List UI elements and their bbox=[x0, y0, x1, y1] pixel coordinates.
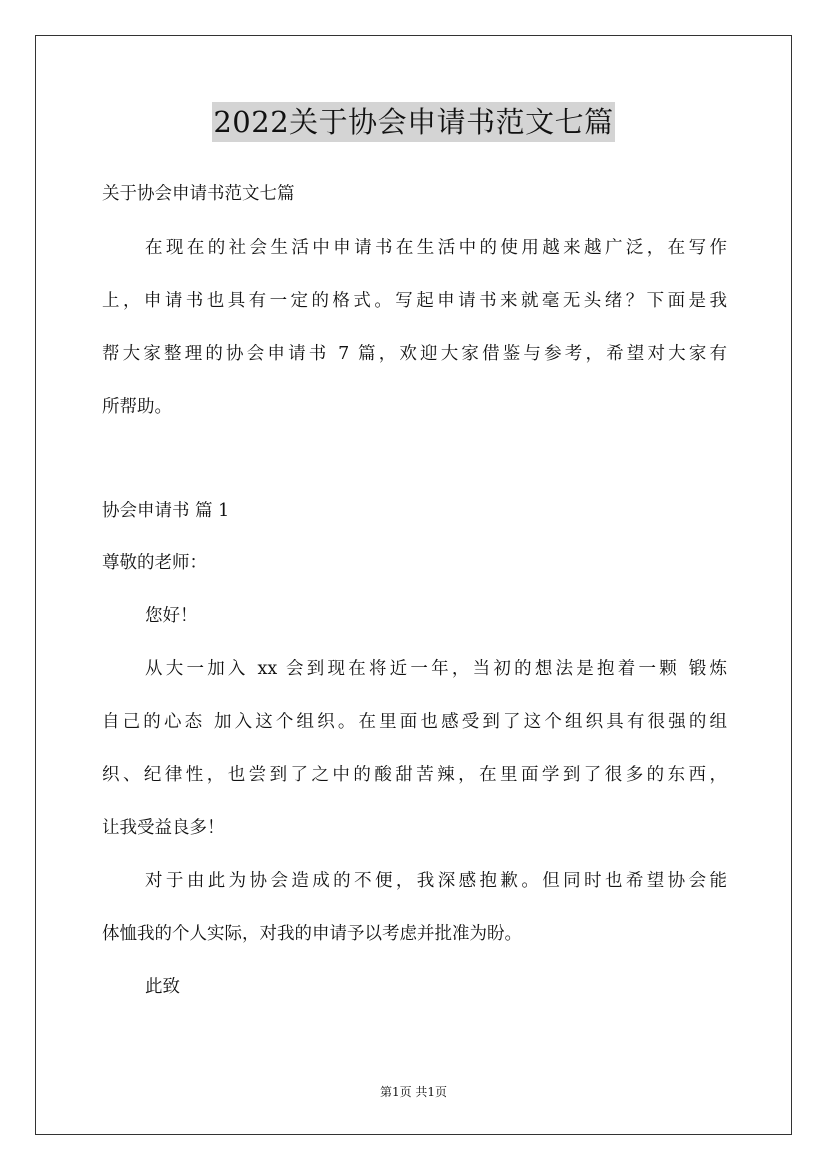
body-line: 织、纪律性，也尝到了之中的酸甜苦辣，在里面学到了很多的东西， bbox=[102, 765, 727, 785]
greeting: 您好！ bbox=[145, 606, 198, 626]
document-title: 2022关于协会申请书范文七篇 bbox=[212, 102, 614, 142]
intro-line: 所帮助。 bbox=[102, 397, 172, 417]
document-body bbox=[102, 178, 727, 1003]
section-heading: 协会申请书 篇 1 bbox=[102, 501, 230, 521]
page-number: 第1页 共1页 bbox=[379, 1085, 448, 1099]
body-line: 让我受益良多！ bbox=[102, 818, 225, 838]
body-line: 从大一加入 xx 会到现在将近一年，当初的想法是抱着一颗 锻炼 bbox=[145, 659, 727, 679]
page-footer bbox=[0, 1084, 827, 1100]
intro-line: 上，申请书也具有一定的格式。写起申请书来就毫无头绪？下面是我 bbox=[102, 291, 727, 311]
body-line: 体恤我的个人实际，对我的申请予以考虑并批准为盼。 bbox=[102, 924, 522, 944]
intro-line: 在现在的社会生活中申请书在生活中的使用越来越广泛，在写作 bbox=[145, 238, 727, 258]
salutation: 尊敬的老师： bbox=[102, 553, 207, 573]
document-subtitle: 关于协会申请书范文七篇 bbox=[102, 184, 295, 204]
body-line: 对于由此为协会造成的不便，我深感抱歉。但同时也希望协会能 bbox=[145, 871, 727, 891]
body-line: 自己的心态 加入这个组织。在里面也感受到了这个组织具有很强的组 bbox=[102, 712, 727, 732]
document-title-container bbox=[0, 102, 827, 142]
closing: 此致 bbox=[145, 977, 180, 997]
intro-line: 帮大家整理的协会申请书 7 篇，欢迎大家借鉴与参考，希望对大家有 bbox=[102, 344, 727, 364]
